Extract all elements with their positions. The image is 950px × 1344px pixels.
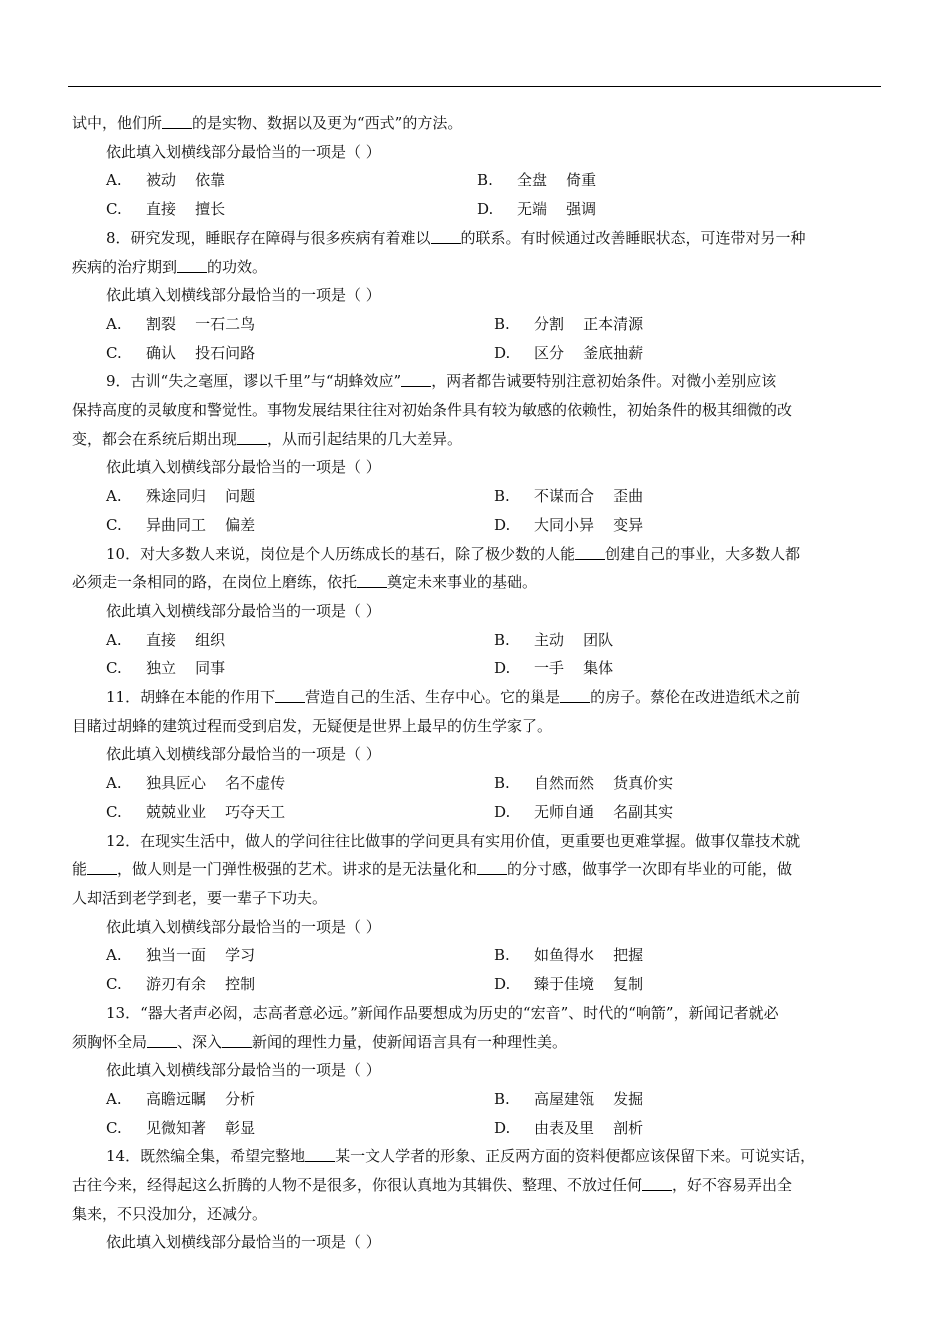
option-b: B. 分割 正本清源: [494, 314, 644, 333]
question-8-text-cont: 疾病的治疗期到 的功效。: [72, 257, 268, 276]
question-prompt: 依此填入划横线部分最恰当的一项是（ ）: [106, 1233, 381, 1252]
question-prompt: 依此填入划横线部分最恰当的一项是（ ）: [106, 917, 381, 936]
question-10-text-cont: 必须走一条相同的路，在岗位上磨练，依托 奠定未来事业的基础。: [72, 573, 538, 592]
blank: [357, 572, 387, 588]
option-d: D. 一手 集体: [494, 659, 614, 678]
question-11-text: 11．胡蜂在本能的作用下 营造自己的生活、生存中心。它的巢是 的房子。蔡伦在改进造纸术之前: [106, 688, 801, 707]
option-d: D. 臻于佳境 复制: [494, 975, 644, 994]
options-row: [72, 1114, 882, 1143]
question-text: 试中，他们所 的是实物、数据以及更为“西式”的方法。: [72, 114, 463, 132]
blank: [237, 429, 267, 445]
question-13-text-cont: 须胸怀全局 、深入 新闻的理性力量，使新闻语言具有一种理性美。: [72, 1032, 568, 1051]
option-c: C. 游刃有余 控制: [106, 975, 256, 994]
option-c: C. 兢兢业业 巧夺天工: [106, 802, 286, 821]
question-14-text-cont: 古往今来，经得起这么折腾的人物不是很多，你很认真地为其辑佚、整理、不放过任何 ，好不容易弄出全: [72, 1176, 793, 1195]
options-row: [72, 769, 882, 798]
option-b: B. 自然而然 货真价实: [494, 774, 674, 793]
option-b: B. 全盘 倚重: [477, 171, 597, 190]
blank: [147, 1032, 177, 1048]
options-row: [72, 195, 882, 224]
option-b: B. 主动 团队: [494, 630, 614, 649]
options-row: [72, 339, 882, 368]
question-9-text-cont: 保持高度的灵敏度和警觉性。事物发展结果往往对初始条件具有较为敏感的依赖性，初始条件的极其细微的改: [72, 401, 793, 420]
options-row: [72, 970, 882, 999]
question-12-text-cont: 人却活到老学到老，要一辈子下功夫。: [72, 888, 328, 907]
options-row: [72, 654, 882, 683]
question-8-text: 8．研究发现，睡眠存在障碍与很多疾病有着难以 的联系。有时候通过改善睡眠状态，可连带对另一种: [106, 228, 806, 247]
question-prompt: 依此填入划横线部分最恰当的一项是（ ）: [106, 458, 381, 477]
question-9-text: 9．古训“失之毫厘，谬以千里”与“胡蜂效应” ，两者都告诫要特别注意初始条件。对微小差别应该: [106, 372, 777, 391]
option-d: D. 由表及里 剖析: [494, 1118, 644, 1137]
blank: [222, 1032, 252, 1048]
options-row: [72, 310, 882, 339]
option-a: A. 殊途同归 问题: [106, 487, 256, 506]
option-a: A. 独当一面 学习: [106, 946, 256, 965]
question-10-text: 10．对大多数人来说，岗位是个人历练成长的基石，除了极少数的人能 创建自己的事业，大多数人都: [106, 544, 801, 563]
option-a: A. 高瞻远瞩 分析: [106, 1089, 256, 1108]
question-12-text: 12．在现实生活中，做人的学问往往比做事的学问更具有实用价值，更重要也更难掌握。做事仅靠技术就: [106, 831, 801, 850]
option-c: C. 直接 擅长: [106, 200, 226, 219]
blank: [177, 257, 207, 273]
question-14-text-cont: 集来，不只没加分，还减分。: [72, 1204, 268, 1223]
question-12-text-cont: 能 ，做人则是一门弹性极强的艺术。讲求的是无法量化和 的分寸感，做事学一次即有毕业的可能，做: [72, 860, 793, 879]
blank: [575, 544, 605, 560]
question-9-text-cont: 变，都会在系统后期出现 ，从而引起结果的几大差异。: [72, 429, 463, 448]
question-13-text: 13．“器大者声必闳，志高者意必远。”新闻作品要想成为历史的“宏音”、时代的“响箭”，新闻记者就必: [106, 1003, 779, 1022]
blank: [431, 228, 461, 244]
question-prompt: 依此填入划横线部分最恰当的一项是（ ）: [106, 286, 381, 305]
option-c: C. 异曲同工 偏差: [106, 515, 256, 534]
options-row: [72, 626, 882, 655]
option-d: D. 大同小异 变异: [494, 515, 644, 534]
blank: [275, 687, 305, 703]
document-body: [72, 109, 882, 1257]
question-prompt: 依此填入划横线部分最恰当的一项是（ ）: [106, 745, 381, 764]
option-c: C. 确认 投石问路: [106, 343, 256, 362]
options-row: [72, 511, 882, 540]
option-d: D. 无端 强调: [477, 200, 597, 219]
question-prompt: 依此填入划横线部分最恰当的一项是（ ）: [106, 142, 381, 161]
blank: [305, 1146, 335, 1162]
option-b: B. 如鱼得水 把握: [494, 946, 644, 965]
question-11-text-cont: 目睹过胡蜂的建筑过程而受到启发，无疑便是世界上最早的仿生学家了。: [72, 716, 553, 735]
blank: [401, 371, 431, 387]
option-d: D. 无师自通 名副其实: [494, 802, 674, 821]
question-14-text: 14．既然编全集，希望完整地 某一文人学者的形象、正反两方面的资料便都应该保留下来。可说实话，: [106, 1147, 816, 1166]
option-a: A. 被动 依靠: [106, 171, 226, 190]
question-prompt: 依此填入划横线部分最恰当的一项是（ ）: [106, 1061, 381, 1080]
question-prompt: 依此填入划横线部分最恰当的一项是（ ）: [106, 601, 381, 620]
option-a: A. 割裂 一石二鸟: [106, 314, 256, 333]
options-row: [72, 941, 882, 970]
header-rule: [68, 86, 881, 87]
options-row: [72, 482, 882, 511]
options-row: [72, 1085, 882, 1114]
blank: [560, 687, 590, 703]
blank: [477, 859, 507, 875]
blank: [642, 1175, 672, 1191]
option-b: B. 高屋建瓴 发掘: [494, 1089, 644, 1108]
option-c: C. 见微知著 彰显: [106, 1118, 256, 1137]
option-a: A. 独具匠心 名不虚传: [106, 774, 286, 793]
options-row: [72, 798, 882, 827]
option-c: C. 独立 同事: [106, 659, 226, 678]
option-d: D. 区分 釜底抽薪: [494, 343, 644, 362]
option-a: A. 直接 组织: [106, 630, 226, 649]
blank: [87, 859, 117, 875]
blank: [162, 113, 192, 129]
option-b: B. 不谋而合 歪曲: [494, 487, 644, 506]
options-row: [72, 166, 882, 195]
